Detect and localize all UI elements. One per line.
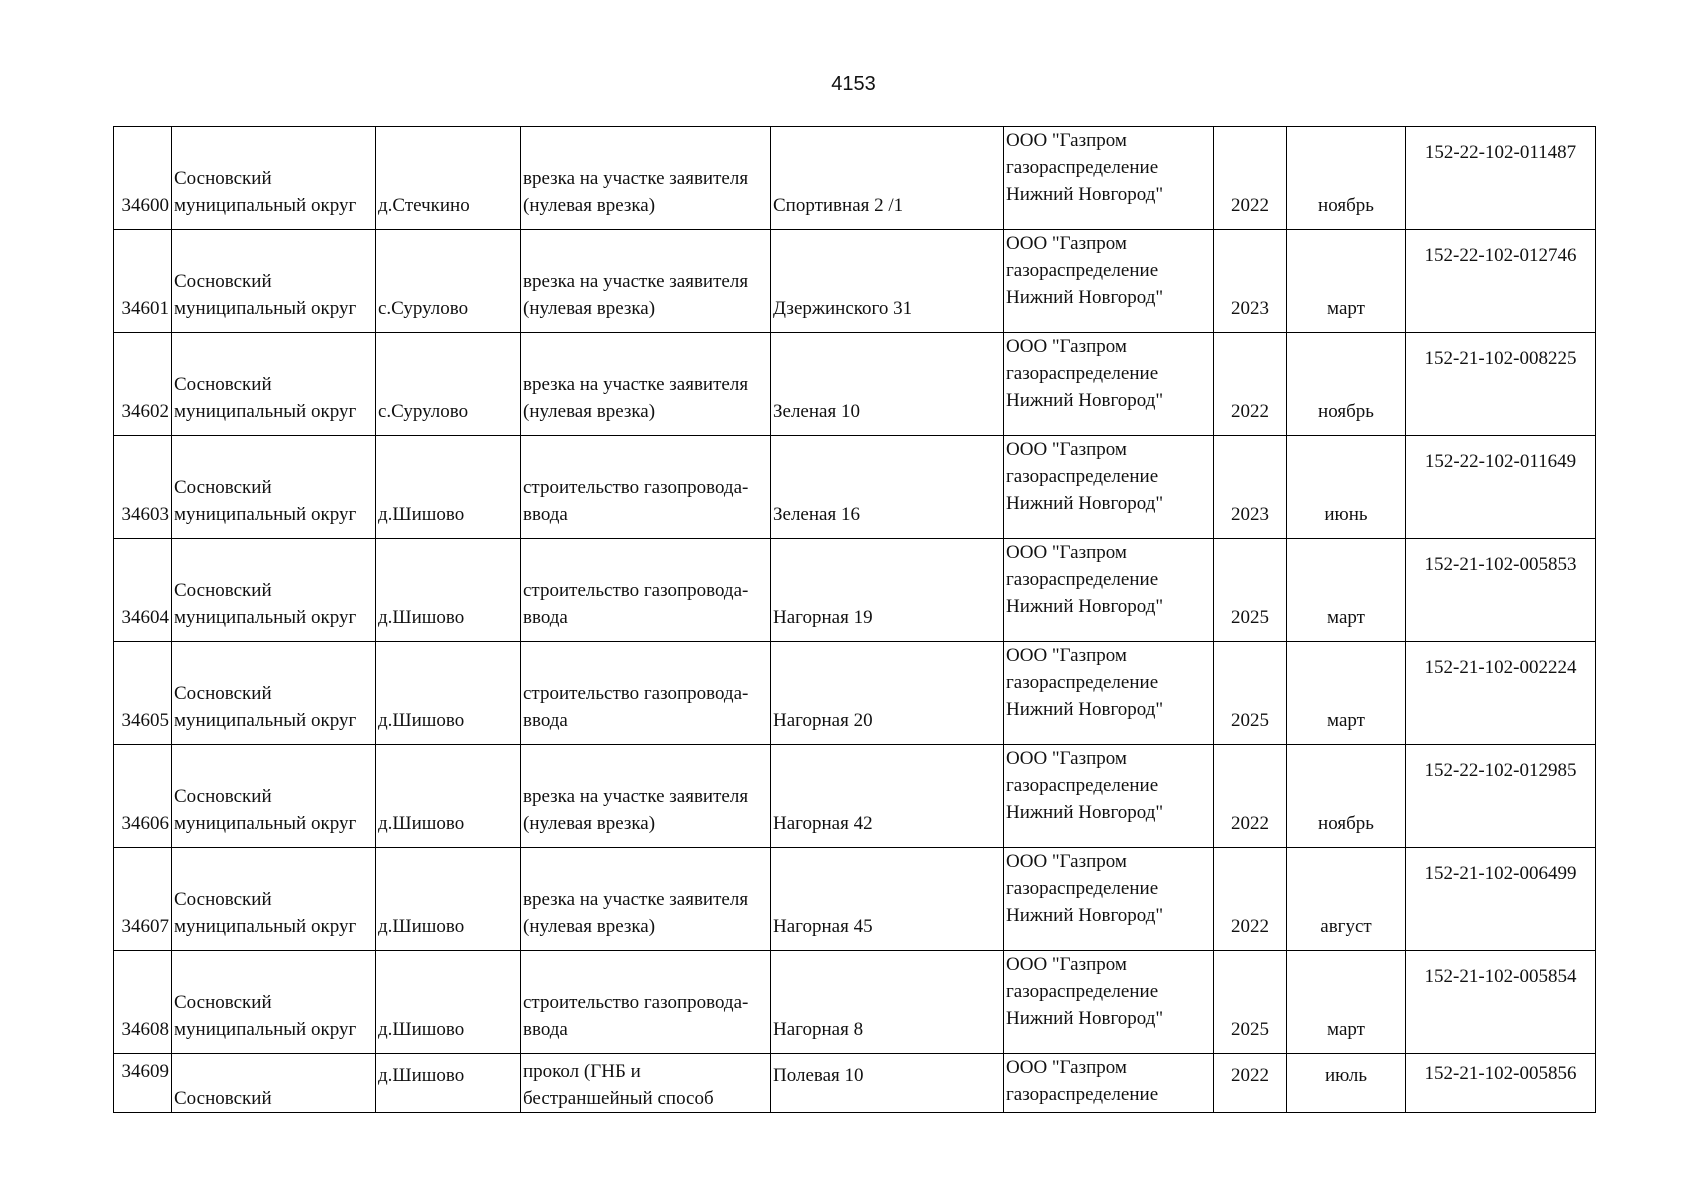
organization-line: ООО "Газпром	[1006, 851, 1127, 872]
year-cell: 2022	[1214, 848, 1287, 951]
address-cell: Зеленая 10	[771, 333, 1004, 436]
district-line: муниципальный округ	[174, 607, 357, 628]
address-cell: Нагорная 20	[771, 642, 1004, 745]
work-type-cell	[521, 230, 771, 333]
application-code-cell: 152-22-102-012985	[1406, 745, 1596, 848]
work-type-line: врезка на участке заявителя	[523, 374, 749, 395]
record-number-cell: 34606	[114, 745, 172, 848]
month-cell: июнь	[1287, 436, 1406, 539]
record-number-cell: 34608	[114, 951, 172, 1054]
address-cell: Дзержинского 31	[771, 230, 1004, 333]
settlement-cell: д.Шишово	[376, 539, 521, 642]
work-type-line: строительство газопровода-	[523, 580, 749, 601]
year-cell: 2022	[1214, 745, 1287, 848]
district-cell	[172, 333, 376, 436]
district-line: Сосновский	[174, 477, 272, 498]
district-cell	[172, 539, 376, 642]
application-code-cell: 152-21-102-005854	[1406, 951, 1596, 1054]
table-row	[114, 333, 1596, 436]
district-cell	[172, 1054, 376, 1113]
work-type-line: (нулевая врезка)	[523, 813, 656, 834]
table-row	[114, 539, 1596, 642]
district-cell	[172, 127, 376, 230]
year-cell: 2022	[1214, 127, 1287, 230]
settlement-cell: с.Сурулово	[376, 333, 521, 436]
work-type-line: строительство газопровода-	[523, 683, 749, 704]
work-type-line: врезка на участке заявителя	[523, 889, 749, 910]
application-code-cell: 152-21-102-006499	[1406, 848, 1596, 951]
work-type-cell	[521, 848, 771, 951]
district-cell	[172, 848, 376, 951]
work-type-cell	[521, 951, 771, 1054]
work-type-line: врезка на участке заявителя	[523, 271, 749, 292]
district-cell	[172, 230, 376, 333]
application-code-cell: 152-21-102-005853	[1406, 539, 1596, 642]
address-cell: Спортивная 2 /1	[771, 127, 1004, 230]
work-type-cell	[521, 539, 771, 642]
application-code-cell: 152-22-102-011649	[1406, 436, 1596, 539]
page-number: 4153	[831, 73, 876, 95]
month-cell: июль	[1287, 1054, 1406, 1113]
record-number-cell: 34604	[114, 539, 172, 642]
organization-cell	[1004, 951, 1214, 1054]
work-type-cell	[521, 1054, 771, 1113]
organization-line: газораспределение	[1006, 466, 1159, 487]
district-line: муниципальный округ	[174, 813, 357, 834]
organization-line: ООО "Газпром	[1006, 336, 1127, 357]
work-type-cell	[521, 642, 771, 745]
work-type-line: прокол (ГНБ и	[523, 1061, 641, 1082]
organization-line: газораспределение	[1006, 672, 1159, 693]
year-cell: 2023	[1214, 230, 1287, 333]
settlement-cell: д.Шишово	[376, 642, 521, 745]
application-code-cell: 152-21-102-002224	[1406, 642, 1596, 745]
work-type-line: (нулевая врезка)	[523, 916, 656, 937]
organization-line: газораспределение	[1006, 363, 1159, 384]
year-cell: 2022	[1214, 333, 1287, 436]
gasification-register-table	[113, 126, 1596, 1113]
record-number-cell: 34600	[114, 127, 172, 230]
settlement-cell: с.Сурулово	[376, 230, 521, 333]
organization-line: ООО "Газпром	[1006, 645, 1127, 666]
organization-line: Нижний Новгород"	[1006, 493, 1164, 514]
record-number-cell: 34602	[114, 333, 172, 436]
work-type-line: (нулевая врезка)	[523, 401, 656, 422]
work-type-line: ввода	[523, 607, 568, 628]
district-line: Сосновский	[174, 1088, 272, 1109]
table-row	[114, 127, 1596, 230]
district-line: муниципальный округ	[174, 710, 357, 731]
record-number-cell: 34601	[114, 230, 172, 333]
address-cell: Полевая 10	[771, 1054, 1004, 1113]
year-cell: 2025	[1214, 642, 1287, 745]
district-cell	[172, 642, 376, 745]
work-type-cell	[521, 333, 771, 436]
organization-cell	[1004, 333, 1214, 436]
record-number-cell: 34605	[114, 642, 172, 745]
settlement-cell: д.Шишово	[376, 1054, 521, 1113]
table-row	[114, 1054, 1596, 1113]
organization-line: ООО "Газпром	[1006, 233, 1127, 254]
work-type-line: врезка на участке заявителя	[523, 168, 749, 189]
organization-line: ООО "Газпром	[1006, 542, 1127, 563]
district-line	[174, 1058, 373, 1085]
work-type-cell	[521, 745, 771, 848]
work-type-line: строительство газопровода-	[523, 477, 749, 498]
district-line: Сосновский	[174, 168, 272, 189]
district-line: муниципальный округ	[174, 195, 357, 216]
table-row	[114, 230, 1596, 333]
application-code-cell: 152-22-102-012746	[1406, 230, 1596, 333]
address-cell: Нагорная 8	[771, 951, 1004, 1054]
organization-cell	[1004, 745, 1214, 848]
work-type-cell	[521, 127, 771, 230]
organization-line: газораспределение	[1006, 260, 1159, 281]
organization-line: ООО "Газпром	[1006, 1057, 1127, 1078]
organization-line: газораспределение	[1006, 775, 1159, 796]
application-code-cell: 152-21-102-005856	[1406, 1054, 1596, 1113]
month-cell: март	[1287, 642, 1406, 745]
settlement-cell: д.Шишово	[376, 848, 521, 951]
district-line: муниципальный округ	[174, 298, 357, 319]
record-number-cell: 34603	[114, 436, 172, 539]
work-type-cell	[521, 436, 771, 539]
organization-line: газораспределение	[1006, 569, 1159, 590]
settlement-cell: д.Шишово	[376, 436, 521, 539]
district-line: Сосновский	[174, 683, 272, 704]
work-type-line: строительство газопровода-	[523, 992, 749, 1013]
organization-line: Нижний Новгород"	[1006, 699, 1164, 720]
address-cell: Зеленая 16	[771, 436, 1004, 539]
work-type-line: (нулевая врезка)	[523, 298, 656, 319]
district-line: муниципальный округ	[174, 916, 357, 937]
table-row	[114, 848, 1596, 951]
organization-line: Нижний Новгород"	[1006, 905, 1164, 926]
month-cell: март	[1287, 230, 1406, 333]
month-cell: ноябрь	[1287, 745, 1406, 848]
work-type-line: ввода	[523, 1019, 568, 1040]
organization-cell	[1004, 642, 1214, 745]
organization-line: газораспределение	[1006, 157, 1159, 178]
table-row	[114, 436, 1596, 539]
district-line: Сосновский	[174, 889, 272, 910]
year-cell: 2025	[1214, 539, 1287, 642]
settlement-cell: д.Шишово	[376, 745, 521, 848]
application-code-cell: 152-21-102-008225	[1406, 333, 1596, 436]
application-code-cell: 152-22-102-011487	[1406, 127, 1596, 230]
organization-line: Нижний Новгород"	[1006, 287, 1164, 308]
organization-line: Нижний Новгород"	[1006, 802, 1164, 823]
organization-line: Нижний Новгород"	[1006, 184, 1164, 205]
work-type-line: врезка на участке заявителя	[523, 786, 749, 807]
organization-cell	[1004, 127, 1214, 230]
district-cell	[172, 951, 376, 1054]
month-cell: ноябрь	[1287, 127, 1406, 230]
organization-cell	[1004, 539, 1214, 642]
address-cell: Нагорная 42	[771, 745, 1004, 848]
district-line: Сосновский	[174, 271, 272, 292]
district-line: муниципальный округ	[174, 1019, 357, 1040]
organization-line: ООО "Газпром	[1006, 954, 1127, 975]
month-cell: март	[1287, 539, 1406, 642]
district-cell	[172, 745, 376, 848]
district-line: Сосновский	[174, 992, 272, 1013]
year-cell: 2022	[1214, 1054, 1287, 1113]
year-cell: 2023	[1214, 436, 1287, 539]
table-row	[114, 745, 1596, 848]
district-line: муниципальный округ	[174, 401, 357, 422]
record-number-cell: 34607	[114, 848, 172, 951]
organization-cell	[1004, 1054, 1214, 1113]
work-type-line: бестраншейный способ	[523, 1088, 714, 1109]
year-cell: 2025	[1214, 951, 1287, 1054]
district-cell	[172, 436, 376, 539]
organization-line: Нижний Новгород"	[1006, 390, 1164, 411]
organization-line: ООО "Газпром	[1006, 130, 1127, 151]
district-line: Сосновский	[174, 374, 272, 395]
organization-line: газораспределение	[1006, 981, 1159, 1002]
settlement-cell: д.Шишово	[376, 951, 521, 1054]
organization-line: ООО "Газпром	[1006, 748, 1127, 769]
district-line: муниципальный округ	[174, 504, 357, 525]
organization-cell	[1004, 436, 1214, 539]
address-cell: Нагорная 45	[771, 848, 1004, 951]
work-type-line: ввода	[523, 504, 568, 525]
organization-line: газораспределение	[1006, 878, 1159, 899]
district-line: Сосновский	[174, 580, 272, 601]
district-line: Сосновский	[174, 786, 272, 807]
organization-line: газораспределение	[1006, 1084, 1159, 1105]
organization-cell	[1004, 230, 1214, 333]
organization-line: Нижний Новгород"	[1006, 1008, 1164, 1029]
organization-line: Нижний Новгород"	[1006, 596, 1164, 617]
table-row	[114, 951, 1596, 1054]
organization-line: ООО "Газпром	[1006, 439, 1127, 460]
month-cell: август	[1287, 848, 1406, 951]
record-number-cell: 34609	[114, 1054, 172, 1113]
work-type-line: ввода	[523, 710, 568, 731]
address-cell: Нагорная 19	[771, 539, 1004, 642]
month-cell: ноябрь	[1287, 333, 1406, 436]
organization-cell	[1004, 848, 1214, 951]
month-cell: март	[1287, 951, 1406, 1054]
settlement-cell: д.Стечкино	[376, 127, 521, 230]
table-row	[114, 642, 1596, 745]
work-type-line: (нулевая врезка)	[523, 195, 656, 216]
